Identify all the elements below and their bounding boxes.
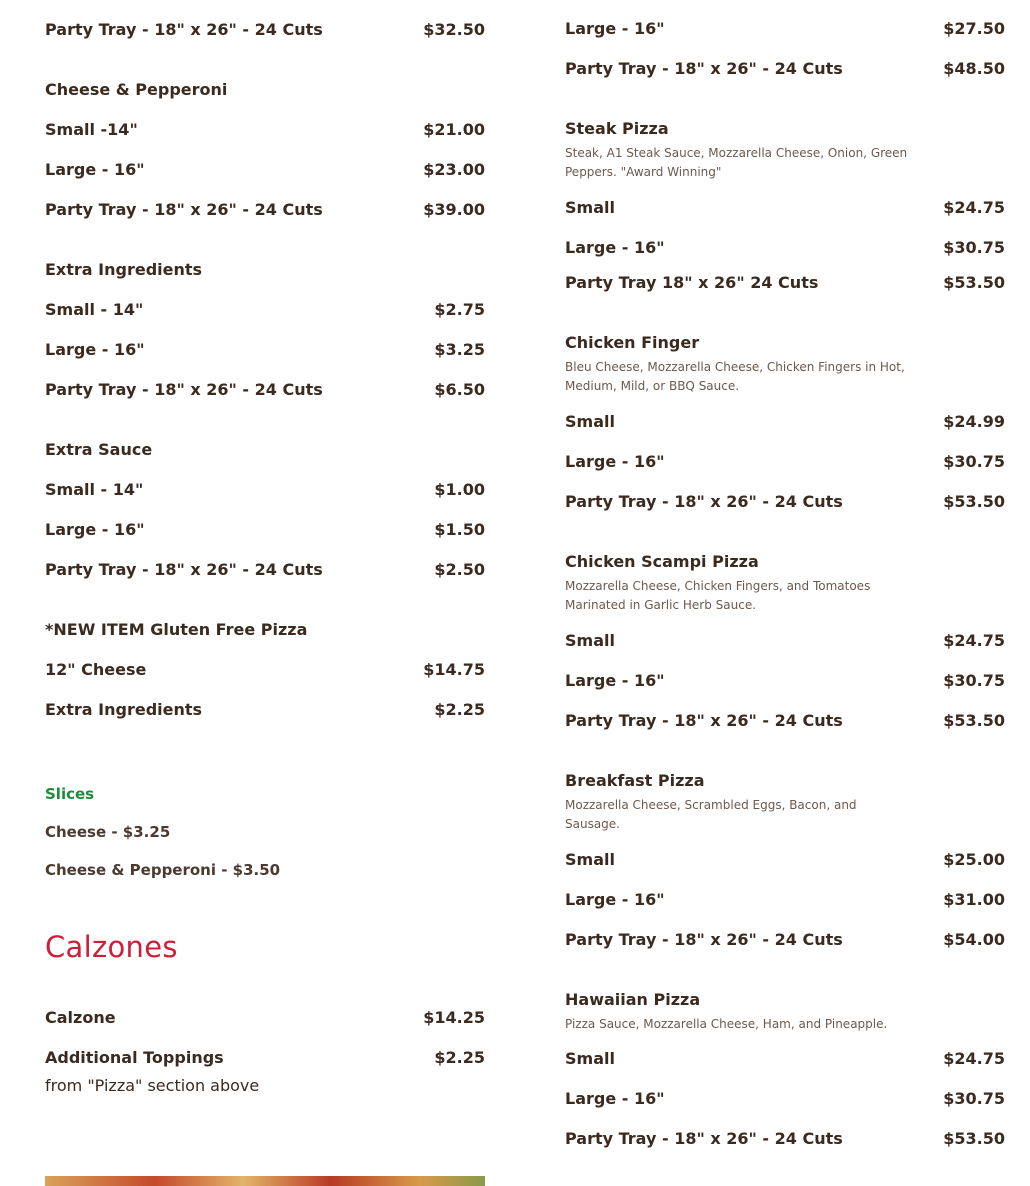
menu-row	[565, 1049, 1005, 1068]
menu-row	[565, 631, 1005, 650]
menu-row	[45, 340, 485, 359]
item-label: Party Tray - 18" x 26" - 24 Cuts	[565, 59, 843, 78]
item-label: Small - 14"	[45, 480, 144, 499]
menu-row	[565, 1089, 1005, 1108]
item-price: $27.50	[943, 19, 1005, 38]
item-price: $31.00	[943, 890, 1005, 909]
slices-heading: Slices	[45, 785, 95, 803]
category-title-extra-sauce: Extra Sauce	[45, 440, 153, 459]
category-title-chicken-scampi: Chicken Scampi Pizza	[565, 552, 759, 571]
item-label: Party Tray - 18" x 26" - 24 Cuts	[45, 560, 323, 579]
item-price: $24.75	[943, 1049, 1005, 1068]
item-label: Calzone	[45, 1008, 116, 1027]
item-label: Large - 16"	[45, 520, 145, 539]
item-price: $21.00	[423, 120, 485, 139]
menu-row	[45, 520, 485, 539]
menu-row	[565, 930, 1005, 949]
slice-item: Cheese - $3.25	[45, 823, 171, 841]
item-label: Large - 16"	[565, 452, 665, 471]
item-label: Large - 16"	[565, 1089, 665, 1108]
item-label: Additional Toppings	[45, 1048, 224, 1067]
item-price: $53.50	[943, 492, 1005, 511]
menu-row	[45, 160, 485, 179]
menu-row	[565, 452, 1005, 471]
item-price: $2.75	[434, 300, 485, 319]
calzones-section-title: Calzones	[45, 930, 178, 964]
item-label: Party Tray - 18" x 26" - 24 Cuts	[565, 1129, 843, 1148]
item-label: Large - 16"	[565, 238, 665, 257]
item-label: Small	[565, 631, 615, 650]
menu-row	[45, 200, 485, 219]
menu-row	[565, 671, 1005, 690]
item-price: $6.50	[434, 380, 485, 399]
item-label: Party Tray 18" x 26" 24 Cuts	[565, 273, 819, 292]
item-label: Small	[565, 850, 615, 869]
item-label: Small	[565, 1049, 615, 1068]
category-title-hawaiian-pizza: Hawaiian Pizza	[565, 990, 701, 1009]
item-price: $24.75	[943, 631, 1005, 650]
item-price: $2.50	[434, 560, 485, 579]
item-price: $2.25	[434, 1048, 485, 1067]
category-title-steak-pizza: Steak Pizza	[565, 119, 669, 138]
menu-row	[565, 59, 1005, 78]
item-label: Party Tray - 18" x 26" - 24 Cuts	[45, 20, 323, 39]
menu-row	[45, 380, 485, 399]
menu-row	[45, 300, 485, 319]
item-label: Party Tray - 18" x 26" - 24 Cuts	[45, 380, 323, 399]
item-description: Mozzarella Cheese, Scrambled Eggs, Bacon, and Sausage.	[565, 798, 857, 831]
item-price: $24.99	[943, 412, 1005, 431]
item-label: 12" Cheese	[45, 660, 147, 679]
category-title-chicken-finger: Chicken Finger	[565, 333, 700, 352]
menu-row	[45, 1008, 485, 1027]
item-description: Bleu Cheese, Mozzarella Cheese, Chicken Fingers in Hot, Medium, Mild, or BBQ Sauce.	[565, 360, 905, 393]
item-label: Party Tray - 18" x 26" - 24 Cuts	[45, 200, 323, 219]
item-price: $3.25	[434, 340, 485, 359]
item-price: $1.00	[434, 480, 485, 499]
item-label: Party Tray - 18" x 26" - 24 Cuts	[565, 492, 843, 511]
item-price: $30.75	[943, 671, 1005, 690]
item-price: $30.75	[943, 452, 1005, 471]
slice-item: Cheese & Pepperoni - $3.50	[45, 861, 281, 879]
item-price: $32.50	[423, 20, 485, 39]
item-label: Large - 16"	[45, 160, 145, 179]
menu-row	[565, 711, 1005, 730]
item-price: $23.00	[423, 160, 485, 179]
menu-row	[45, 20, 485, 39]
menu-row	[45, 700, 485, 719]
item-price: $53.50	[943, 273, 1005, 292]
item-price: $54.00	[943, 930, 1005, 949]
item-label: Large - 16"	[565, 19, 665, 38]
item-price: $30.75	[943, 238, 1005, 257]
category-title-breakfast-pizza: Breakfast Pizza	[565, 771, 705, 790]
menu-row	[45, 560, 485, 579]
menu-row	[565, 850, 1005, 869]
item-description: Mozzarella Cheese, Chicken Fingers, and Tomatoes Marinated in Garlic Herb Sauce.	[565, 579, 871, 612]
item-label: Small -14"	[45, 120, 138, 139]
pizza-photo	[45, 1176, 485, 1186]
item-label: Party Tray - 18" x 26" - 24 Cuts	[565, 930, 843, 949]
menu-row	[565, 890, 1005, 909]
item-price: $53.50	[943, 711, 1005, 730]
toppings-note: from "Pizza" section above	[45, 1076, 260, 1095]
item-price: $2.25	[434, 700, 485, 719]
item-price: $30.75	[943, 1089, 1005, 1108]
menu-row	[565, 1129, 1005, 1148]
item-label: Extra Ingredients	[45, 700, 203, 719]
item-description: Pizza Sauce, Mozzarella Cheese, Ham, and Pineapple.	[565, 1017, 888, 1031]
item-price: $14.25	[423, 1008, 485, 1027]
item-description: Steak, A1 Steak Sauce, Mozzarella Cheese, Onion, Green Peppers. "Award Winning"	[565, 146, 908, 179]
menu-row	[45, 480, 485, 499]
menu-row	[565, 198, 1005, 217]
item-label: Large - 16"	[565, 671, 665, 690]
item-label: Small	[565, 198, 615, 217]
menu-row	[565, 492, 1005, 511]
item-label: Small - 14"	[45, 300, 144, 319]
item-price: $1.50	[434, 520, 485, 539]
menu-row	[45, 120, 485, 139]
category-title-gluten-free: *NEW ITEM Gluten Free Pizza	[45, 620, 308, 639]
menu-row	[565, 412, 1005, 431]
menu-row	[45, 1048, 485, 1067]
item-price: $24.75	[943, 198, 1005, 217]
menu-row	[565, 19, 1005, 38]
menu-row	[565, 273, 1005, 292]
item-price: $48.50	[943, 59, 1005, 78]
item-label: Small	[565, 412, 615, 431]
item-price: $53.50	[943, 1129, 1005, 1148]
category-title-cheese-pepperoni: Cheese & Pepperoni	[45, 80, 228, 99]
menu-row	[565, 238, 1005, 257]
item-label: Large - 16"	[565, 890, 665, 909]
item-label: Party Tray - 18" x 26" - 24 Cuts	[565, 711, 843, 730]
item-price: $25.00	[943, 850, 1005, 869]
item-label: Large - 16"	[45, 340, 145, 359]
menu-row	[45, 660, 485, 679]
item-price: $39.00	[423, 200, 485, 219]
item-price: $14.75	[423, 660, 485, 679]
category-title-extra-ingredients: Extra Ingredients	[45, 260, 203, 279]
